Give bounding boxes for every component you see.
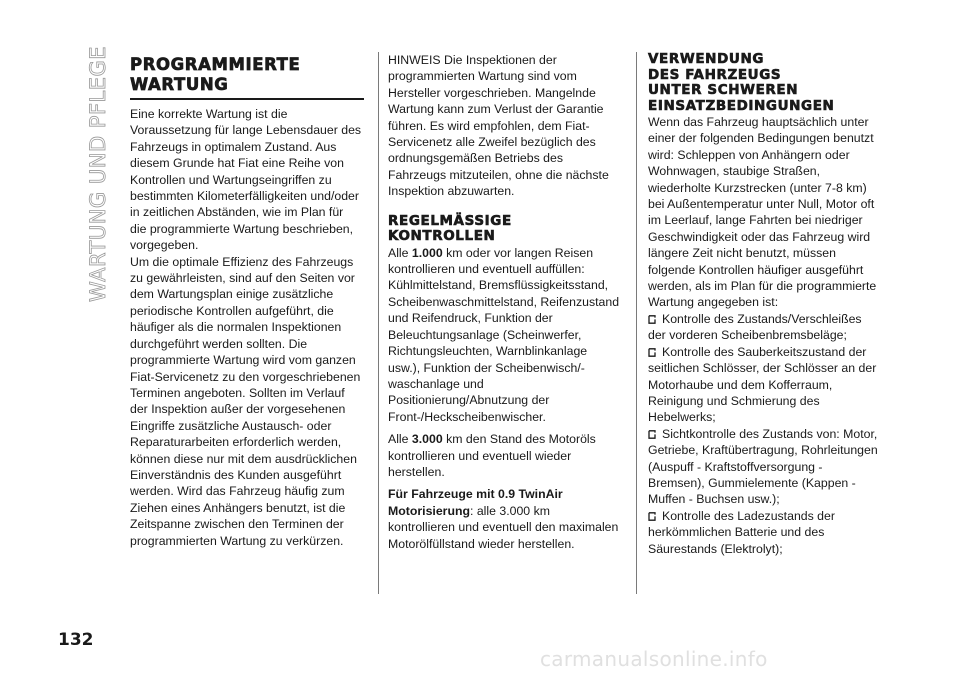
column-regular-checks [388,52,620,552]
heading-regular-checks-line1: REGELMÄSSIGE [388,212,512,229]
engine-variant-label: Für Fahrzeuge mit 0.9 TwinAir Motorisierung [388,487,563,518]
paragraph: Alle 1.000 km oder vor langen Reisen kontrollieren und eventuell auffüllen: Kühlmittelstand, Bremsflüssigkeitsstand, Scheibenwaschmittelstand, Reifenzustand und Reifendruck, Funktion der Beleuchtungsanlage (Scheinwerfer, Richtungsleuchten, Warnblinkanlage usw.), Funktion der Scheibenwisch/-waschanlage und Positionierung/Abnutzung der Front-/Heckscheibenwischer. [388,245,620,424]
paragraph: Eine korrekte Wartung ist die Voraussetzung für lange Lebensdauer des Fahrzeugs in optimalem Zustand. Aus diesem Grunde hat Fiat eine Reihe von Kontrollen und Wartungseingriffen zu bestimmten Kilometerfälligkeiten und/oder in zeitlichen Abständen, wie im Plan für die programmierte Wartung beschrieben, vorgegeben. [130,107,362,253]
checkbox-bullet-icon [648,348,658,357]
list-item: Sichtkontrolle des Zustands von: Motor, Getriebe, Kraftübertragung, Rohrleitungen (Auspuff - Kraftstoffversorgung - Bremsen), Gummielemente (Kappen - Muffen - Buchsen usw.); [648,426,878,507]
section-side-title-text: WARTUNG UND PFLEGE [86,45,111,303]
list-item: Kontrolle des Ladezustands der herkömmlichen Batterie und des Säurestands (Elektrolyt); [648,508,835,556]
heading-severe-conditions-line2: DES FAHRZEUGS [648,66,782,83]
page-number: 132 [58,630,94,650]
heading-regular-checks-line2: KONTROLLEN [388,228,496,245]
paragraph: Alle 3.000 km den Stand des Motoröls kontrollieren und eventuell wieder herstellen. [388,432,596,479]
column-programmed-maintenance [130,52,362,549]
paragraph: Um die optimale Effizienz des Fahrzeugs zu gewährleisten, sind auf den Seiten vor dem Wartungsplan einige zusätzliche periodische Kontrollen aufgeführt, die häufiger als die normalen Inspektionen durchgeführt werden sollten. Die programmierte Wartung wird vom ganzen Fiat-Servicenetz zu den vorgeschriebenen Terminen angeboten. Sollten im Verlauf der Inspektion außer der vorgesehenen Eingriffe zusätzliche Austausch- oder Reparaturarbeiten erforderlich werden, können diese nur mit dem ausdrücklichen Einverständnis des Kunden ausgeführt werden. Wird das Fahrzeug häufig zum Ziehen eines Anhängers benutzt, ist die Zeitspanne zwischen den Terminen der programmierten Wartung zu verkürzen. [130,254,361,548]
list-item: Kontrolle des Sauberkeitszustand der seitlichen Schlösser, der Schlösser an der Motorhaube und dem Kofferraum, Reinigung und Schmierung des Hebelwerks; [648,344,877,425]
list-item: Kontrolle des Zustands/Verschleißes der vorderen Scheibenbremsbeläge; [648,311,862,343]
heading-programmed-maintenance-line1: PROGRAMMIERTE [130,55,301,74]
paragraph: Wenn das Fahrzeug hauptsächlich unter einer der folgenden Bedingungen benutzt wird: Schleppen von Anhängern oder Wohnwagen, staubige Straßen, wiederholte Kurzstrecken (unter 7-8 km) bei Außentemperatur unter Null, Motor oft im Leerlauf, lange Fahrten bei niedriger Geschwindigkeit oder das Fahrzeug wird längere Zeit nicht benutzt, müssen folgende Kontrollen häufiger ausgeführt werden, als im Plan für die programmierte Wartung angegeben ist: [648,115,877,310]
checkbox-bullet-icon [648,430,658,439]
heading-programmed-maintenance-line2: WARTUNG [130,75,229,94]
section-side-title [84,45,112,303]
interval-value: 1.000 [411,245,443,260]
column-divider [636,52,637,594]
heading-severe-conditions-line1: VERWENDUNG [648,51,765,67]
note-paragraph: HINWEIS Die Inspektionen der programmierten Wartung sind vom Hersteller vorgeschrieben. Mangelnde Wartung kann zum Verlust der Garantie führen. Es wird empfohlen, dem Fiat-Servicenetz alle Zweifel bezüglich des ordnungsgemäßen Betriebs des Fahrzeugs mitzuteilen, ohne die nächste Inspektion abzuwarten. [388,53,609,199]
paragraph: Für Fahrzeuge mit 0.9 TwinAir Motorisierung: alle 3.000 km kontrollieren und eventuell den maximalen Motorölfüllstand wieder herstellen. [388,487,619,551]
heading-severe-conditions-line4: EINSATZBEDINGUNGEN [648,97,835,114]
checkbox-bullet-icon [648,315,658,324]
watermark: carmanualsonline.info [540,647,768,671]
heading-underline [130,98,364,100]
column-severe-conditions [648,52,882,557]
heading-severe-conditions-line3: UNTER SCHWEREN [648,82,799,98]
column-divider [378,52,379,594]
interval-value: 3.000 [411,432,443,447]
checkbox-bullet-icon [648,512,658,521]
